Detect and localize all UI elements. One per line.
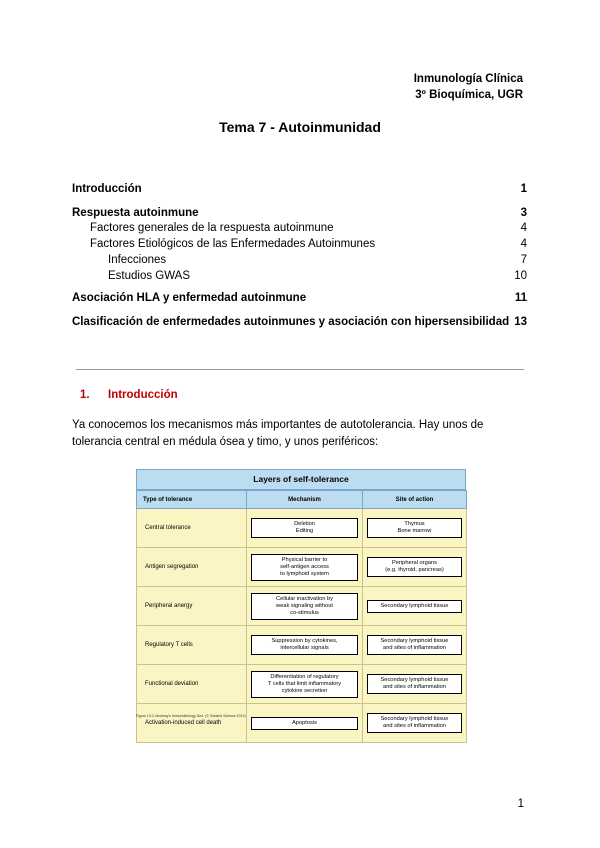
site-line: Secondary lymphoid tissue <box>380 677 449 683</box>
table-row <box>137 704 467 743</box>
intro-paragraph: Ya conocemos los mecanismos más importantes de autotolerancia. Hay unos de tolerancia central en médula ósea y timo, y unos periféricos: <box>72 419 484 448</box>
toc-entry-page: 1 <box>520 183 527 195</box>
site-line: Bone marrow <box>397 528 432 534</box>
mechanism-line: cytokine secretion <box>281 687 328 694</box>
toc-entry-page: 4 <box>520 222 527 234</box>
site-line: and sites of inflammation <box>383 645 446 651</box>
site-cell <box>363 665 467 704</box>
mechanism-cell <box>247 665 363 704</box>
mechanism-box <box>251 593 358 620</box>
toc-entry[interactable] <box>72 207 527 219</box>
toc-entry[interactable] <box>90 222 527 234</box>
tolerance-type: Activation-induced cell death <box>137 704 247 743</box>
toc-entry[interactable] <box>108 270 527 282</box>
table-row <box>137 665 467 704</box>
mechanism-cell <box>247 587 363 626</box>
toc-entry-label: Introducción <box>72 183 142 195</box>
site-cell <box>363 548 467 587</box>
site-box <box>367 635 462 655</box>
mechanism-line: Differentiation of regulatory <box>270 673 339 680</box>
mechanism-box <box>251 554 358 581</box>
toc-entry-label: Respuesta autoinmune <box>72 207 199 219</box>
mechanism-line: weak signaling without <box>276 602 333 609</box>
section-divider <box>76 369 524 370</box>
site-cell <box>363 704 467 743</box>
mechanism-box <box>251 518 358 538</box>
toc-entry-page: 7 <box>520 254 527 266</box>
toc-entry-label: Factores Etiológicos de las Enfermedades Autoinmunes <box>90 238 376 250</box>
mechanism-box <box>251 717 358 730</box>
page-number: 1 <box>517 798 524 810</box>
toc-entry-page: 4 <box>520 238 527 250</box>
site-line: Secondary lymphoid tissue <box>380 638 449 644</box>
mechanism-line: intercellular signals <box>280 645 329 651</box>
figure-title: Layers of self-tolerance <box>136 469 466 490</box>
site-line: Secondary lymphoid tissue <box>380 716 449 722</box>
site-line: Thymus <box>404 521 425 527</box>
mechanism-box <box>251 671 358 698</box>
toc-entry-label: Infecciones <box>108 254 167 266</box>
toc-entry-page: 10 <box>514 270 527 282</box>
header-course: Inmunología Clínica <box>413 73 523 85</box>
mechanism-line: Editing <box>295 528 314 534</box>
section-number: 1. <box>80 389 90 401</box>
toc-entry-label: Factores generales de la respuesta autoinmune <box>90 222 334 234</box>
table-row <box>137 548 467 587</box>
table-row <box>137 509 467 548</box>
site-box <box>367 600 462 613</box>
document-title: Tema 7 - Autoinmunidad <box>219 119 381 135</box>
toc-entry[interactable] <box>90 238 527 250</box>
toc-entry[interactable] <box>72 183 527 195</box>
column-header: Mechanism <box>247 491 363 509</box>
mechanism-line: co-stimulus <box>290 609 319 616</box>
column-header: Site of action <box>363 491 467 509</box>
tolerance-type: Antigen segregation <box>137 548 247 587</box>
toc-entry-label: Estudios GWAS <box>108 270 191 282</box>
mechanism-line: self-antigen access <box>280 563 329 570</box>
mechanism-cell <box>247 704 363 743</box>
tolerance-type: Regulatory T cells <box>137 626 247 665</box>
mechanism-cell <box>247 548 363 587</box>
figure-caption: Figure 13.2 Janeway's Immunobiology, 8ed. (© Garland Science 2012) <box>136 714 246 718</box>
toc-entry-label: Clasificación de enfermedades autoinmunes y asociación con hipersensibilidad <box>72 316 510 328</box>
tolerance-type: Functional deviation <box>137 665 247 704</box>
site-box <box>367 713 462 733</box>
mechanism-cell <box>247 626 363 665</box>
site-cell <box>363 509 467 548</box>
mechanism-line: Physical barrier to <box>281 556 328 563</box>
table-row <box>137 587 467 626</box>
self-tolerance-figure <box>136 469 466 729</box>
mechanism-line: Cellular inactivation by <box>276 595 333 602</box>
site-line: Peripheral organs <box>392 560 437 566</box>
site-box <box>367 674 462 694</box>
site-box <box>367 557 462 577</box>
toc-entry[interactable] <box>72 292 527 304</box>
toc-entry[interactable] <box>108 254 527 266</box>
mechanism-line: to lymphoid system <box>280 570 329 577</box>
toc-entry-page: 13 <box>514 316 527 328</box>
toc-entry-label: Asociación HLA y enfermedad autoinmune <box>72 292 307 304</box>
site-cell <box>363 587 467 626</box>
toc-entry-page: 3 <box>520 207 527 219</box>
tolerance-type: Peripheral anergy <box>137 587 247 626</box>
mechanism-box <box>251 635 358 655</box>
site-box <box>367 518 462 538</box>
header-degree: 3º Bioquímica, UGR <box>415 89 523 101</box>
site-line: Secondary lymphoid tissue <box>380 602 449 609</box>
mechanism-line: Suppression by cytokines, <box>271 638 338 644</box>
site-line: (e.g. thyroid, pancreas) <box>385 567 444 573</box>
site-line: and sites of inflammation <box>383 723 446 729</box>
site-line: and sites of inflammation <box>383 684 446 690</box>
mechanism-cell <box>247 509 363 548</box>
mechanism-line: T cells that limit inflammatory <box>267 680 342 687</box>
site-cell <box>363 626 467 665</box>
toc-entry[interactable] <box>72 316 527 328</box>
tolerance-table <box>136 490 467 743</box>
mechanism-line: Apoptosis <box>292 719 317 726</box>
toc-entry-page: 11 <box>514 292 527 304</box>
column-header: Type of tolerance <box>137 491 247 509</box>
tolerance-type: Central tolerance <box>137 509 247 548</box>
mechanism-line: Deletion <box>294 521 315 527</box>
section-heading: Introducción <box>108 389 178 401</box>
table-row <box>137 626 467 665</box>
